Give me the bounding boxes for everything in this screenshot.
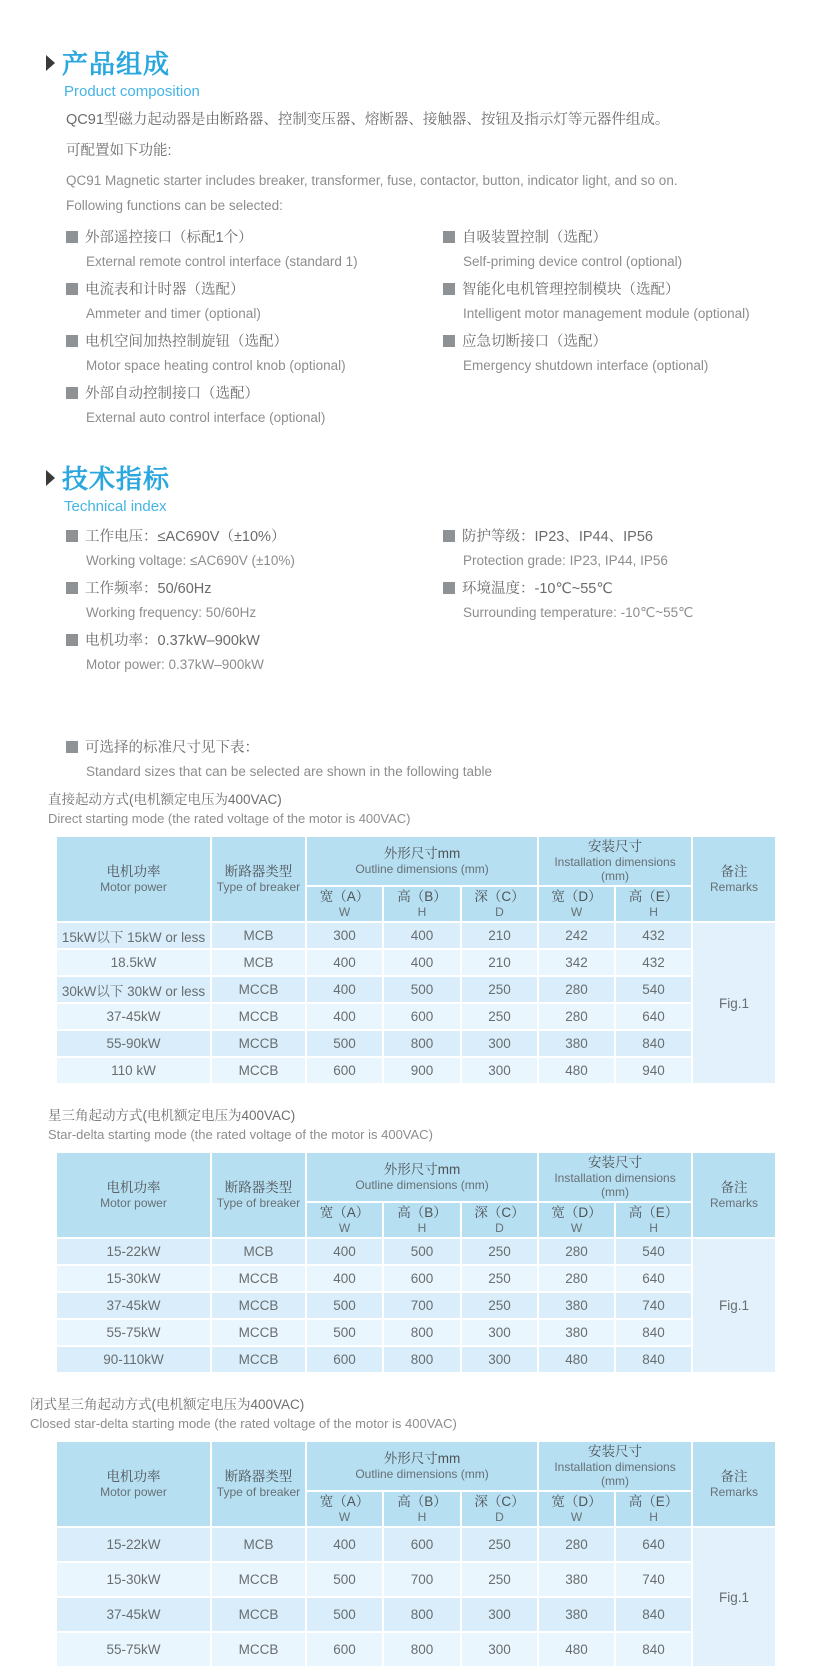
table-header	[56, 1152, 776, 1238]
table-cell: 37-45kW	[56, 1597, 211, 1632]
header-width-a: 宽（A） W	[306, 1202, 383, 1238]
feature-item	[443, 228, 830, 271]
table-cell: 500	[306, 1562, 383, 1597]
feature-item	[66, 631, 443, 674]
table-cell: 500	[306, 1319, 383, 1346]
feature-item-zh-text: 工作电压：≤AC690V（±10%）	[85, 529, 286, 545]
feature-item-en: Emergency shutdown interface (optional)	[463, 358, 709, 373]
section-title	[46, 459, 830, 496]
feature-item-zh-text: 电机功率：0.37kW–900kW	[85, 633, 260, 649]
header-breaker-type: 断路器类型 Type of breaker	[211, 1152, 306, 1238]
table-row	[56, 976, 776, 1003]
bullet-square-icon	[66, 387, 78, 399]
header-height-b: 高（B） H	[383, 1202, 461, 1238]
feature-item	[66, 527, 443, 570]
section-title	[46, 44, 830, 81]
table-cell: 300	[461, 1632, 538, 1667]
feature-item-en: Ammeter and timer (optional)	[86, 306, 261, 321]
header-remarks: 备注 Remarks	[692, 1441, 776, 1527]
feature-item-zh-text: 外部自动控制接口（选配）	[85, 386, 259, 402]
table-cell: 600	[383, 1003, 461, 1030]
table-cell: 300	[461, 1057, 538, 1084]
feature-item-en: Intelligent motor management module (optional)	[463, 306, 750, 321]
feature-item-zh-text: 防护等级：IP23、IP44、IP56	[462, 529, 653, 545]
feature-item-zh-text: 电机空间加热控制旋钮（选配）	[85, 334, 288, 350]
feature-item-zh	[66, 384, 443, 404]
bullet-square-icon	[66, 231, 78, 243]
header-installation-dimensions: 安装尺寸 Installation dimensions (mm)	[538, 1152, 692, 1202]
table-row	[56, 1597, 776, 1632]
table-cell: 380	[538, 1319, 615, 1346]
feature-item-zh	[66, 280, 443, 300]
table-cell: 480	[538, 1632, 615, 1667]
table-cell: 940	[615, 1057, 692, 1084]
header-depth-c: 深（C） D	[461, 1491, 538, 1527]
table-cell: 540	[615, 976, 692, 1003]
table-cell: 400	[306, 1238, 383, 1265]
table-caption-zh: 闭式星三角起动方式(电机额定电压为400VAC)	[30, 1397, 305, 1412]
table-cell: 380	[538, 1597, 615, 1632]
table-cell: MCB	[211, 949, 306, 976]
table-caption-en: Star-delta starting mode (the rated voltage of the motor is 400VAC)	[48, 1127, 433, 1142]
header-height-e: 高（E） H	[615, 886, 692, 922]
table-cell: MCCB	[211, 1346, 306, 1373]
table-cell: 300	[306, 922, 383, 949]
section-title-en: Technical index	[64, 498, 167, 515]
table-cell: 540	[615, 1238, 692, 1265]
tech-spec-list	[66, 527, 830, 683]
table-cell: MCCB	[211, 1319, 306, 1346]
bullet-square-icon	[443, 231, 455, 243]
table-body	[56, 922, 776, 1084]
bullet-square-icon	[66, 335, 78, 347]
table-row	[56, 1265, 776, 1292]
table-cell: 250	[461, 1003, 538, 1030]
table-cell: 110 kW	[56, 1057, 211, 1084]
table-caption-zh: 直接起动方式(电机额定电压为400VAC)	[48, 792, 282, 807]
table-remark-cell: Fig.1	[692, 1527, 776, 1667]
feature-item-zh	[443, 527, 830, 547]
feature-item-zh	[66, 332, 443, 352]
table-cell: 380	[538, 1292, 615, 1319]
header-height-e: 高（E） H	[615, 1202, 692, 1238]
table-row	[56, 1346, 776, 1373]
feature-item	[66, 384, 443, 427]
header-depth-c: 深（C） D	[461, 886, 538, 922]
feature-column-left	[66, 228, 443, 436]
table-cell: 280	[538, 1003, 615, 1030]
intro-text-zh2: 可配置如下功能:	[66, 143, 172, 159]
table-cell: 280	[538, 1527, 615, 1562]
table-cell: MCCB	[211, 1003, 306, 1030]
table-cell: 15-22kW	[56, 1238, 211, 1265]
feature-item-zh-text: 工作频率：50/60Hz	[85, 581, 212, 597]
feature-item	[443, 579, 830, 622]
table-cell: 400	[306, 1003, 383, 1030]
table-row	[56, 1030, 776, 1057]
table-cell: 640	[615, 1527, 692, 1562]
table-cell: 55-75kW	[56, 1632, 211, 1667]
table-row	[56, 1292, 776, 1319]
feature-item-en: Motor power: 0.37kW–900kW	[86, 657, 264, 672]
table-cell: 280	[538, 976, 615, 1003]
header-remarks: 备注 Remarks	[692, 1152, 776, 1238]
section-title-zh: 产品组成	[62, 49, 171, 79]
table-caption-en: Closed star-delta starting mode (the rated voltage of the motor is 400VAC)	[30, 1416, 457, 1431]
feature-item-zh-text: 外部遥控接口（标配1个）	[85, 230, 253, 246]
feature-list	[66, 228, 830, 436]
table-cell: 800	[383, 1597, 461, 1632]
feature-item-en: Surrounding temperature: -10℃~55℃	[463, 605, 694, 620]
intro-text-en: QC91 Magnetic starter includes breaker, transformer, fuse, contactor, button, indicator light, and so on.	[66, 173, 678, 188]
table-cell: 400	[306, 976, 383, 1003]
table-cell: 400	[306, 1265, 383, 1292]
header-motor-power: 电机功率 Motor power	[56, 1152, 211, 1238]
table-cell: 500	[383, 976, 461, 1003]
table-row	[56, 1057, 776, 1084]
feature-item	[443, 280, 830, 323]
header-height-b: 高（B） H	[383, 886, 461, 922]
bullet-square-icon	[443, 335, 455, 347]
table-cell: 380	[538, 1030, 615, 1057]
feature-item-zh-text: 电流表和计时器（选配）	[85, 282, 245, 298]
intro-text-en2: Following functions can be selected:	[66, 198, 283, 213]
table-cell: 740	[615, 1292, 692, 1319]
table-cell: MCB	[211, 922, 306, 949]
spec-table-direct-starting	[55, 835, 777, 1085]
table-row	[56, 922, 776, 949]
feature-item-zh	[66, 631, 443, 651]
header-height-e: 高（E） H	[615, 1491, 692, 1527]
table-cell: 700	[383, 1562, 461, 1597]
table-cell: 432	[615, 922, 692, 949]
table-cell: 300	[461, 1319, 538, 1346]
table-cell: 342	[538, 949, 615, 976]
table-cell: 480	[538, 1057, 615, 1084]
bullet-square-icon	[66, 283, 78, 295]
table-cell: 800	[383, 1632, 461, 1667]
table-cell: 500	[306, 1597, 383, 1632]
header-remarks: 备注 Remarks	[692, 836, 776, 922]
table-cell: 840	[615, 1597, 692, 1632]
feature-item	[66, 280, 443, 323]
table-remark-cell: Fig.1	[692, 922, 776, 1084]
table-cell: MCCB	[211, 1030, 306, 1057]
feature-item-en: Working voltage: ≤AC690V (±10%)	[86, 553, 295, 568]
tech-column-right	[443, 527, 830, 683]
table-cell: 210	[461, 949, 538, 976]
table-cell: 400	[306, 949, 383, 976]
table-cell: 280	[538, 1265, 615, 1292]
header-depth-c: 深（C） D	[461, 1202, 538, 1238]
table-row	[56, 1238, 776, 1265]
feature-item-zh	[443, 280, 830, 300]
bullet-square-icon	[66, 634, 78, 646]
table-cell: MCCB	[211, 1265, 306, 1292]
table-cell: MCCB	[211, 1562, 306, 1597]
feature-item	[443, 332, 830, 375]
table-cell: 840	[615, 1319, 692, 1346]
table-cell: 30kW以下 30kW or less	[56, 976, 211, 1003]
table-row	[56, 949, 776, 976]
table-cell: 18.5kW	[56, 949, 211, 976]
table-cell: 90-110kW	[56, 1346, 211, 1373]
table-cell: 280	[538, 1238, 615, 1265]
bullet-square-icon	[443, 582, 455, 594]
table-cell: 800	[383, 1319, 461, 1346]
table-cell: 600	[383, 1527, 461, 1562]
table-cell: 250	[461, 1265, 538, 1292]
table-cell: 15kW以下 15kW or less	[56, 922, 211, 949]
header-outline-dimensions: 外形尺寸mm Outline dimensions (mm)	[306, 1441, 538, 1491]
section-title-en: Product composition	[64, 83, 200, 100]
feature-item-en: External auto control interface (optional)	[86, 410, 326, 425]
feature-item	[66, 332, 443, 375]
table-cell: 250	[461, 1238, 538, 1265]
standard-sizes-note-en: Standard sizes that can be selected are shown in the following table	[86, 764, 493, 779]
feature-item-zh	[66, 527, 443, 547]
feature-item	[66, 579, 443, 622]
table-cell: 500	[306, 1030, 383, 1057]
table-cell: 640	[615, 1265, 692, 1292]
table-caption-closed-star-delta	[30, 1395, 830, 1433]
table-cell: 15-22kW	[56, 1527, 211, 1562]
feature-item	[66, 228, 443, 271]
feature-item-zh-text: 环境温度：-10℃~55℃	[462, 581, 613, 597]
table-cell: 640	[615, 1003, 692, 1030]
feature-item-en: Self-priming device control (optional)	[463, 254, 683, 269]
table-cell: MCCB	[211, 1597, 306, 1632]
table-body	[56, 1238, 776, 1373]
bullet-square-icon	[443, 530, 455, 542]
section-title-zh: 技术指标	[62, 464, 171, 494]
bullet-square-icon	[443, 283, 455, 295]
feature-item-zh-text: 智能化电机管理控制模块（选配）	[462, 282, 680, 298]
feature-item-zh-text: 应急切断接口（选配）	[462, 334, 607, 350]
table-cell: 15-30kW	[56, 1562, 211, 1597]
header-height-b: 高（B） H	[383, 1491, 461, 1527]
feature-item-zh	[66, 228, 443, 248]
table-cell: 432	[615, 949, 692, 976]
triangle-marker-icon	[46, 55, 55, 71]
feature-item-zh-text: 自吸装置控制（选配）	[462, 230, 607, 246]
feature-item-zh	[66, 579, 443, 599]
table-cell: MCB	[211, 1527, 306, 1562]
table-body	[56, 1527, 776, 1667]
header-outline-dimensions: 外形尺寸mm Outline dimensions (mm)	[306, 1152, 538, 1202]
header-width-a: 宽（A） W	[306, 1491, 383, 1527]
table-cell: 250	[461, 1562, 538, 1597]
table-cell: 380	[538, 1562, 615, 1597]
intro-block	[66, 110, 830, 215]
feature-item-zh	[443, 228, 830, 248]
table-row	[56, 1319, 776, 1346]
table-cell: 300	[461, 1597, 538, 1632]
table-cell: MCB	[211, 1238, 306, 1265]
table-header	[56, 836, 776, 922]
feature-item-en: Protection grade: IP23, IP44, IP56	[463, 553, 668, 568]
table-cell: 600	[306, 1057, 383, 1084]
table-cell: 300	[461, 1346, 538, 1373]
feature-item-en: Motor space heating control knob (optional)	[86, 358, 346, 373]
header-motor-power: 电机功率 Motor power	[56, 836, 211, 922]
standard-sizes-note-zh-text: 可选择的标准尺寸见下表：	[85, 740, 259, 756]
table-caption-star-delta	[48, 1106, 830, 1144]
header-outline-dimensions: 外形尺寸mm Outline dimensions (mm)	[306, 836, 538, 886]
table-cell: MCCB	[211, 976, 306, 1003]
table-cell: 800	[383, 1030, 461, 1057]
header-installation-dimensions: 安装尺寸 Installation dimensions (mm)	[538, 1441, 692, 1491]
table-row	[56, 1562, 776, 1597]
table-caption-zh: 星三角起动方式(电机额定电压为400VAC)	[48, 1108, 296, 1123]
table-cell: 37-45kW	[56, 1003, 211, 1030]
triangle-marker-icon	[46, 470, 55, 486]
feature-item-en: Working frequency: 50/60Hz	[86, 605, 257, 620]
header-motor-power: 电机功率 Motor power	[56, 1441, 211, 1527]
table-cell: 400	[306, 1527, 383, 1562]
table-cell: 15-30kW	[56, 1265, 211, 1292]
feature-item	[443, 527, 830, 570]
section-product-composition	[0, 44, 830, 436]
table-cell: MCCB	[211, 1632, 306, 1667]
standard-sizes-note	[66, 738, 830, 781]
table-cell: 840	[615, 1632, 692, 1667]
table-cell: 250	[461, 1527, 538, 1562]
feature-column-right	[443, 228, 830, 436]
header-installation-dimensions: 安装尺寸 Installation dimensions (mm)	[538, 836, 692, 886]
table-cell: MCCB	[211, 1057, 306, 1084]
tech-column-left	[66, 527, 443, 683]
standard-sizes-note-zh	[66, 738, 830, 758]
spec-table-closed-star-delta	[55, 1440, 777, 1668]
table-cell: 210	[461, 922, 538, 949]
table-caption-direct	[48, 790, 830, 828]
table-cell: 300	[461, 1030, 538, 1057]
table-row	[56, 1632, 776, 1667]
table-cell: 242	[538, 922, 615, 949]
table-cell: 600	[306, 1632, 383, 1667]
table-cell: 500	[383, 1238, 461, 1265]
table-cell: 500	[306, 1292, 383, 1319]
table-cell: 840	[615, 1030, 692, 1057]
feature-item-zh	[443, 332, 830, 352]
spec-table-star-delta	[55, 1151, 777, 1374]
table-cell: 600	[306, 1346, 383, 1373]
section-technical-index	[0, 459, 830, 683]
table-cell: 740	[615, 1562, 692, 1597]
table-cell: 900	[383, 1057, 461, 1084]
header-width-d: 宽（D） W	[538, 1491, 615, 1527]
bullet-square-icon	[66, 582, 78, 594]
intro-text-zh: QC91型磁力起动器是由断路器、控制变压器、熔断器、接触器、按钮及指示灯等元器件组成。	[66, 112, 670, 128]
header-width-a: 宽（A） W	[306, 886, 383, 922]
table-cell: 700	[383, 1292, 461, 1319]
bullet-square-icon	[66, 530, 78, 542]
table-cell: 250	[461, 976, 538, 1003]
table-cell: 800	[383, 1346, 461, 1373]
table-cell: 55-90kW	[56, 1030, 211, 1057]
table-row	[56, 1527, 776, 1562]
table-remark-cell: Fig.1	[692, 1238, 776, 1373]
header-breaker-type: 断路器类型 Type of breaker	[211, 836, 306, 922]
feature-item-en: External remote control interface (standard 1)	[86, 254, 358, 269]
table-caption-en: Direct starting mode (the rated voltage of the motor is 400VAC)	[48, 811, 411, 826]
table-cell: MCCB	[211, 1292, 306, 1319]
table-row	[56, 1003, 776, 1030]
table-cell: 250	[461, 1292, 538, 1319]
header-breaker-type: 断路器类型 Type of breaker	[211, 1441, 306, 1527]
header-width-d: 宽（D） W	[538, 1202, 615, 1238]
table-cell: 600	[383, 1265, 461, 1292]
bullet-square-icon	[66, 741, 78, 753]
table-cell: 400	[383, 949, 461, 976]
table-cell: 480	[538, 1346, 615, 1373]
feature-item-zh	[443, 579, 830, 599]
table-header	[56, 1441, 776, 1527]
table-cell: 37-45kW	[56, 1292, 211, 1319]
table-cell: 55-75kW	[56, 1319, 211, 1346]
table-cell: 840	[615, 1346, 692, 1373]
header-width-d: 宽（D） W	[538, 886, 615, 922]
table-cell: 400	[383, 922, 461, 949]
